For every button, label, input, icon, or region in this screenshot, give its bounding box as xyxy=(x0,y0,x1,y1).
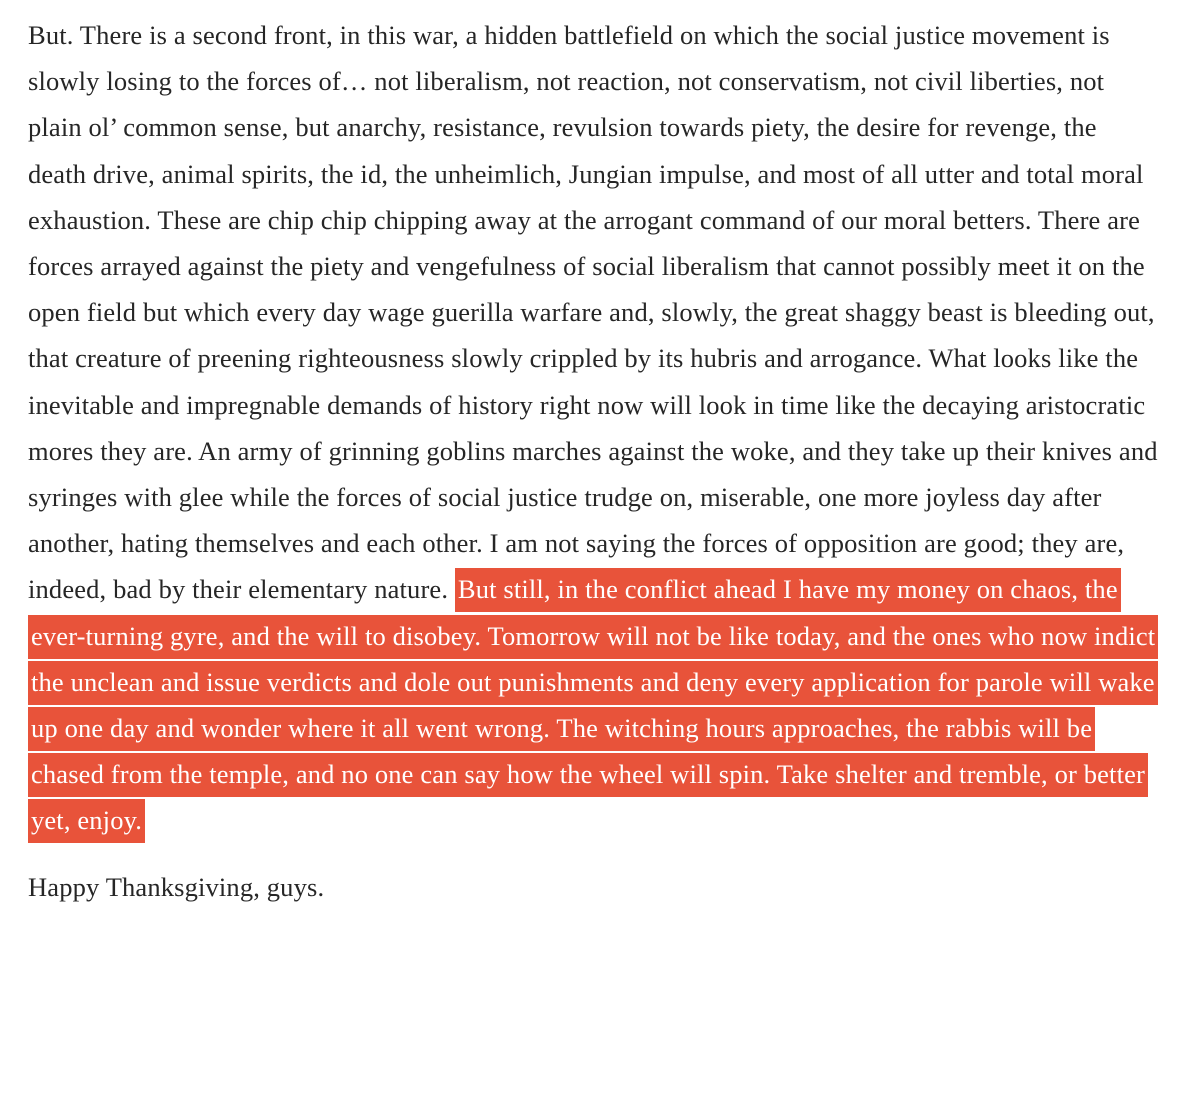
closing-paragraph: Happy Thanksgiving, guys. xyxy=(28,871,325,902)
article-body xyxy=(28,12,1158,910)
paragraph-text: But. There is a second front, in this war, a hidden battlefield on which the social justice movement is slowly losing to the forces of… not liberalism, not reaction, not conservatism, not civil liberties, not plain ol’ common sense, but anarchy, resistance, revulsion towards piety, the desire for revenge, the death drive, animal spirits, the id, the unheimlich, Jungian impulse, and most of all utter and total moral exhaustion. These are chip chip chipping away at the arrogant command of our moral betters. There are forces arrayed against the piety and vengefulness of social liberalism that cannot possibly meet it on the open field but which every day wage guerilla warfare and, slowly, the great shaggy beast is bleeding out, that creature of preening righteousness slowly crippled by its hubris and arrogance. What looks like the inevitable and impregnable demands of history right now will look in time like the decaying aristocratic mores they are. An army of grinning goblins marches against the woke, and they take up their knives and syringes with glee while the forces of social justice trudge on, miserable, one more joyless day after another, hating themselves and each other. I am not saying the forces of opposition are good; they are, indeed, bad by their elementary nature. xyxy=(28,20,1158,605)
main-paragraph xyxy=(28,12,1158,844)
highlighted-passage[interactable]: But still, in the conflict ahead I have my money on chaos, the ever-turning gyre, and the will to disobey. Tomorrow will not be like today, and the ones who now indict the unclean and issue verdicts and dole out punishments and deny every application for parole will wake up one day and wonder where it all went wrong. The witching hours approaches, the rabbis will be chased from the temple, and no one can say how the wheel will spin. Take shelter and tremble, or better yet, enjoy. xyxy=(28,568,1158,843)
